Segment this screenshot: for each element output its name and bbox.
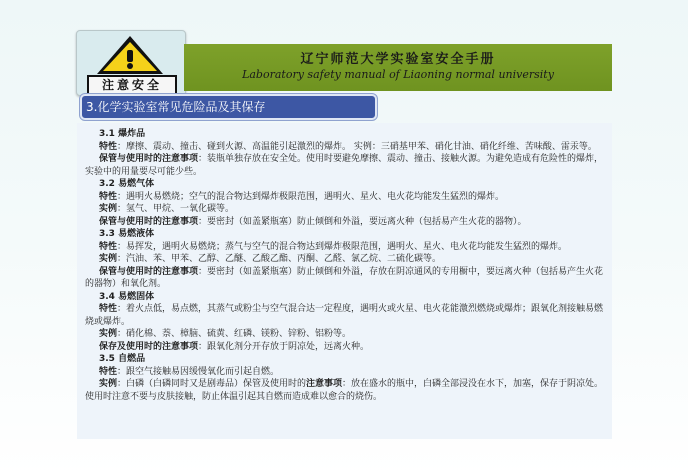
section-heading: 3.5 自燃品	[99, 354, 146, 364]
paragraph-text: ：要密封（如盖紧瓶塞）防止倾倒和外溢，要远离火种（包括易产生火花的器物）。	[198, 216, 527, 227]
paragraph-text: ：跟氧化剂分开存放于阴凉处，远离火种。	[198, 341, 370, 352]
header-band	[184, 44, 612, 91]
paragraph-text: ：易挥发，遇明火易燃烧；蒸气与空气的混合物达到爆炸极限范围，遇明火、星火、电火花均能发生猛烈的爆炸。	[117, 241, 568, 252]
storage-paragraph	[85, 216, 606, 229]
paragraph-text: ：要密封（如盖紧瓶塞）防止倾倒和外溢，存放在阴凉通风的专用橱中，要远离火种（包括易产生火花的器物）和氧化剂。	[85, 266, 604, 289]
header-title: 辽宁师范大学实验室安全手册	[300, 52, 496, 67]
storage-paragraph	[85, 153, 606, 178]
paragraph-text: ：氢气、甲烷、一氧化碳等。	[117, 204, 235, 214]
paragraph-text: ：装瓶单独存放在安全处。使用时要避免摩擦、震动、撞击、接触火源。为避免造成有危险性的爆炸，实验中的用量要尽可能少些。	[85, 154, 604, 177]
section-heading: 3.3 易燃液体	[99, 229, 155, 239]
paragraph-text: ：跟空气接触易因缓慢氧化而引起自燃。	[117, 366, 280, 377]
example-paragraph	[85, 378, 606, 403]
keyword: 实例	[99, 204, 118, 214]
section-heading: 3.4 易燃固体	[99, 291, 155, 302]
characteristic-paragraph	[85, 191, 606, 204]
paragraph-text: ：硝化棉、萘、樟脑、硫黄、红磷、镁粉、锌粉、铝粉等。	[117, 329, 352, 339]
example-paragraph	[85, 328, 606, 341]
keyword: 特性	[99, 366, 118, 377]
keyword: 保管与使用时的注意事项	[99, 216, 199, 227]
paragraph-text: ：遇明火易燃烧；空气的混合物达到爆炸极限范围，遇明火、星火、电火花均能发生猛烈的爆炸。	[117, 191, 505, 202]
section-heading: 3.2 易燃气体	[99, 179, 155, 189]
paragraph-text: ：放在盛水的瓶中，白磷全部浸没在水下，加塞，保存于阴凉处。使用时注意不要与皮肤接触，防止体温引起其自燃而造成难以愈合的烧伤。	[85, 379, 604, 402]
warning-triangle-icon	[95, 34, 165, 76]
keyword: 实例	[99, 254, 118, 264]
characteristic-paragraph	[85, 141, 606, 154]
safety-logo	[76, 30, 186, 96]
characteristic-paragraph	[85, 241, 606, 254]
keyword: 实例	[99, 329, 118, 339]
keyword: 保存及使用时的注意事项	[99, 341, 199, 352]
keyword: 特性	[99, 191, 118, 202]
section-tab	[80, 94, 377, 120]
keyword: 注意事项	[306, 379, 343, 389]
logo-label: 注意安全	[87, 75, 177, 96]
paragraph-text: ：摩擦、震动、撞击、碰到火源、高温能引起激烈的爆炸。 实例：三硝基甲苯、硝化甘油、硝化纤维、苦味酸、雷汞等。	[117, 141, 597, 152]
content-panel	[77, 123, 612, 439]
example-paragraph	[85, 203, 606, 216]
keyword: 特性	[99, 304, 118, 314]
storage-paragraph	[85, 341, 606, 354]
storage-paragraph	[85, 266, 606, 291]
section-tab-label: 3.化学实验室常见危险品及其保存	[86, 100, 266, 114]
section-heading: 3.1 爆炸品	[99, 129, 146, 139]
keyword: 保管与使用时的注意事项	[99, 266, 199, 277]
keyword: 特性	[99, 241, 118, 252]
characteristic-paragraph	[85, 303, 606, 328]
paragraph-text: ：汽油、苯、甲苯、乙醇、乙醚、乙酸乙酯、丙酮、乙醛、氯乙烷、二硫化碳等。	[117, 254, 442, 264]
paragraph-text: ：白磷（白磷同时又是剧毒品）保管及使用时的	[117, 379, 307, 389]
characteristic-paragraph	[85, 366, 606, 379]
keyword: 保管与使用时的注意事项	[99, 154, 199, 164]
paragraph-text: ：着火点低，易点燃，其蒸气或粉尘与空气混合达一定程度，遇明火或火星、电火花能激烈燃烧或爆炸；跟氧化剂接触易燃烧或爆炸。	[85, 304, 604, 327]
example-paragraph	[85, 253, 606, 266]
content-body	[85, 128, 606, 403]
keyword: 实例	[99, 379, 118, 389]
keyword: 特性	[99, 141, 118, 152]
header-subtitle: Laboratory safety manual of Liaoning normal university	[242, 68, 554, 81]
